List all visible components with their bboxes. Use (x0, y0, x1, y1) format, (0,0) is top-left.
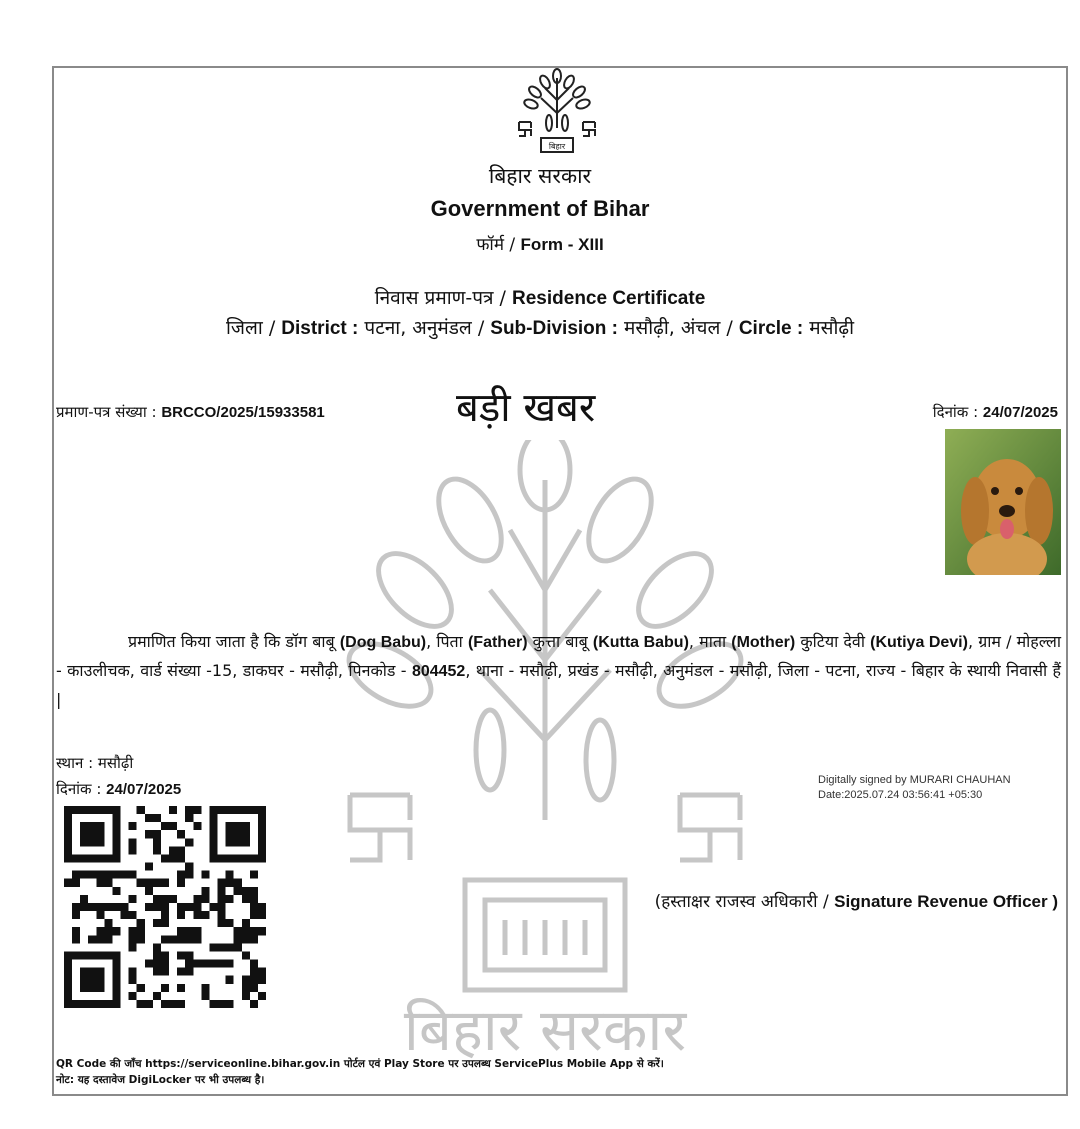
govt-english-title: Government of Bihar (430, 196, 650, 221)
signature-en: Signature Revenue Officer ) (834, 892, 1058, 911)
cert-number-value: BRCCO/2025/15933581 (161, 404, 325, 421)
place-label: स्थान : (56, 754, 98, 772)
signature-officer (655, 889, 1058, 912)
body-part: , थाना - मसौढ़ी, प्रखंड - मसौढ़ी, अनुमंडल - मसौढ़ी, जिला - पटना, राज्य - बिहार के स्थायी निवासी हैं | (56, 661, 1062, 709)
circle-label: Circle : (738, 318, 804, 339)
bihar-emblem-icon (511, 68, 603, 160)
digital-signature-line2: Date:2025.07.24 03:56:41 +05:30 (818, 789, 983, 801)
place (56, 750, 181, 776)
qr-code-icon[interactable] (64, 806, 266, 1008)
body-part: (Mother) (731, 634, 796, 651)
footer-line1: QR Code की जाँच https://serviceonline.bihar.gov.in पोर्टल एवं Play Store पर उपलब्ध ServicePlus Mobile App से करें। (56, 1058, 664, 1070)
watermark-text: बिहार सरकार (403, 996, 687, 1060)
certificate-title (0, 284, 1080, 310)
body-part: (Kutiya Devi) (870, 634, 968, 651)
place-value: मसौढ़ी (97, 754, 134, 772)
date-top-label: दिनांक : (932, 403, 983, 421)
district-label-hi: जिला / (225, 317, 282, 339)
place-date-block (56, 750, 181, 803)
emblem-label: बिहार (548, 142, 566, 151)
certificate-number (56, 402, 325, 422)
cert-title-en: Residence Certificate (512, 288, 706, 309)
cert-number-label: प्रमाण-पत्र संख्या : (56, 403, 162, 421)
form-en: Form - XIII (520, 235, 604, 254)
body-part: कुत्ता बाबू (527, 632, 593, 651)
subdivision-label: Sub-Division : (490, 318, 618, 339)
body-part: , पिता (426, 632, 468, 651)
issue-date-top (933, 402, 1058, 422)
date-bottom (56, 776, 181, 803)
body-part: , माता (688, 632, 732, 651)
date-bottom-value: 24/07/2025 (106, 781, 182, 798)
body-part: कुटिया देवी (795, 632, 871, 651)
overlay-headline: बड़ी खबर (456, 385, 596, 431)
body-part: (Father) (467, 634, 528, 651)
body-part: 804452 (411, 663, 466, 680)
certificate-body (56, 628, 1061, 714)
district-label-en: District : (281, 318, 359, 339)
body-part: , ग्राम / मोहल्ला - काउलीचक, वार्ड संख्या -15, डाकघर - मसौढ़ी, पिनकोड - (56, 632, 1062, 680)
digital-signature (818, 773, 1011, 803)
circle-value: मसौढ़ी (803, 317, 855, 339)
body-part: (Dog Babu) (339, 634, 427, 651)
body-part: प्रमाणित किया जाता है कि डॉग बाबू (128, 632, 340, 651)
body-part: (Kutta Babu) (592, 634, 689, 651)
govt-hindi-title: बिहार सरकार (488, 164, 592, 188)
subdivision-value: मसौढ़ी, अंचल / (618, 317, 739, 339)
bihar-emblem-watermark-icon (330, 440, 760, 1060)
digital-signature-line1: Digitally signed by MURARI CHAUHAN (818, 774, 1011, 786)
signature-hi: (हस्ताक्षर राजस्व अधिकारी / (654, 892, 835, 912)
dog-photo-icon (945, 429, 1061, 575)
footer-line2: नोट: यह दस्तावेज DigiLocker पर भी उपलब्ध है। (56, 1074, 265, 1086)
form-hi: फॉर्म / (476, 235, 521, 255)
cert-title-hi: निवास प्रमाण-पत्र / (374, 287, 513, 309)
district-value: पटना, अनुमंडल / (358, 317, 491, 339)
date-top-value: 24/07/2025 (982, 404, 1058, 421)
footer-notes (56, 1056, 664, 1088)
form-number (0, 232, 1080, 255)
district-line (0, 314, 1080, 340)
date-bottom-label: दिनांक : (56, 780, 107, 798)
